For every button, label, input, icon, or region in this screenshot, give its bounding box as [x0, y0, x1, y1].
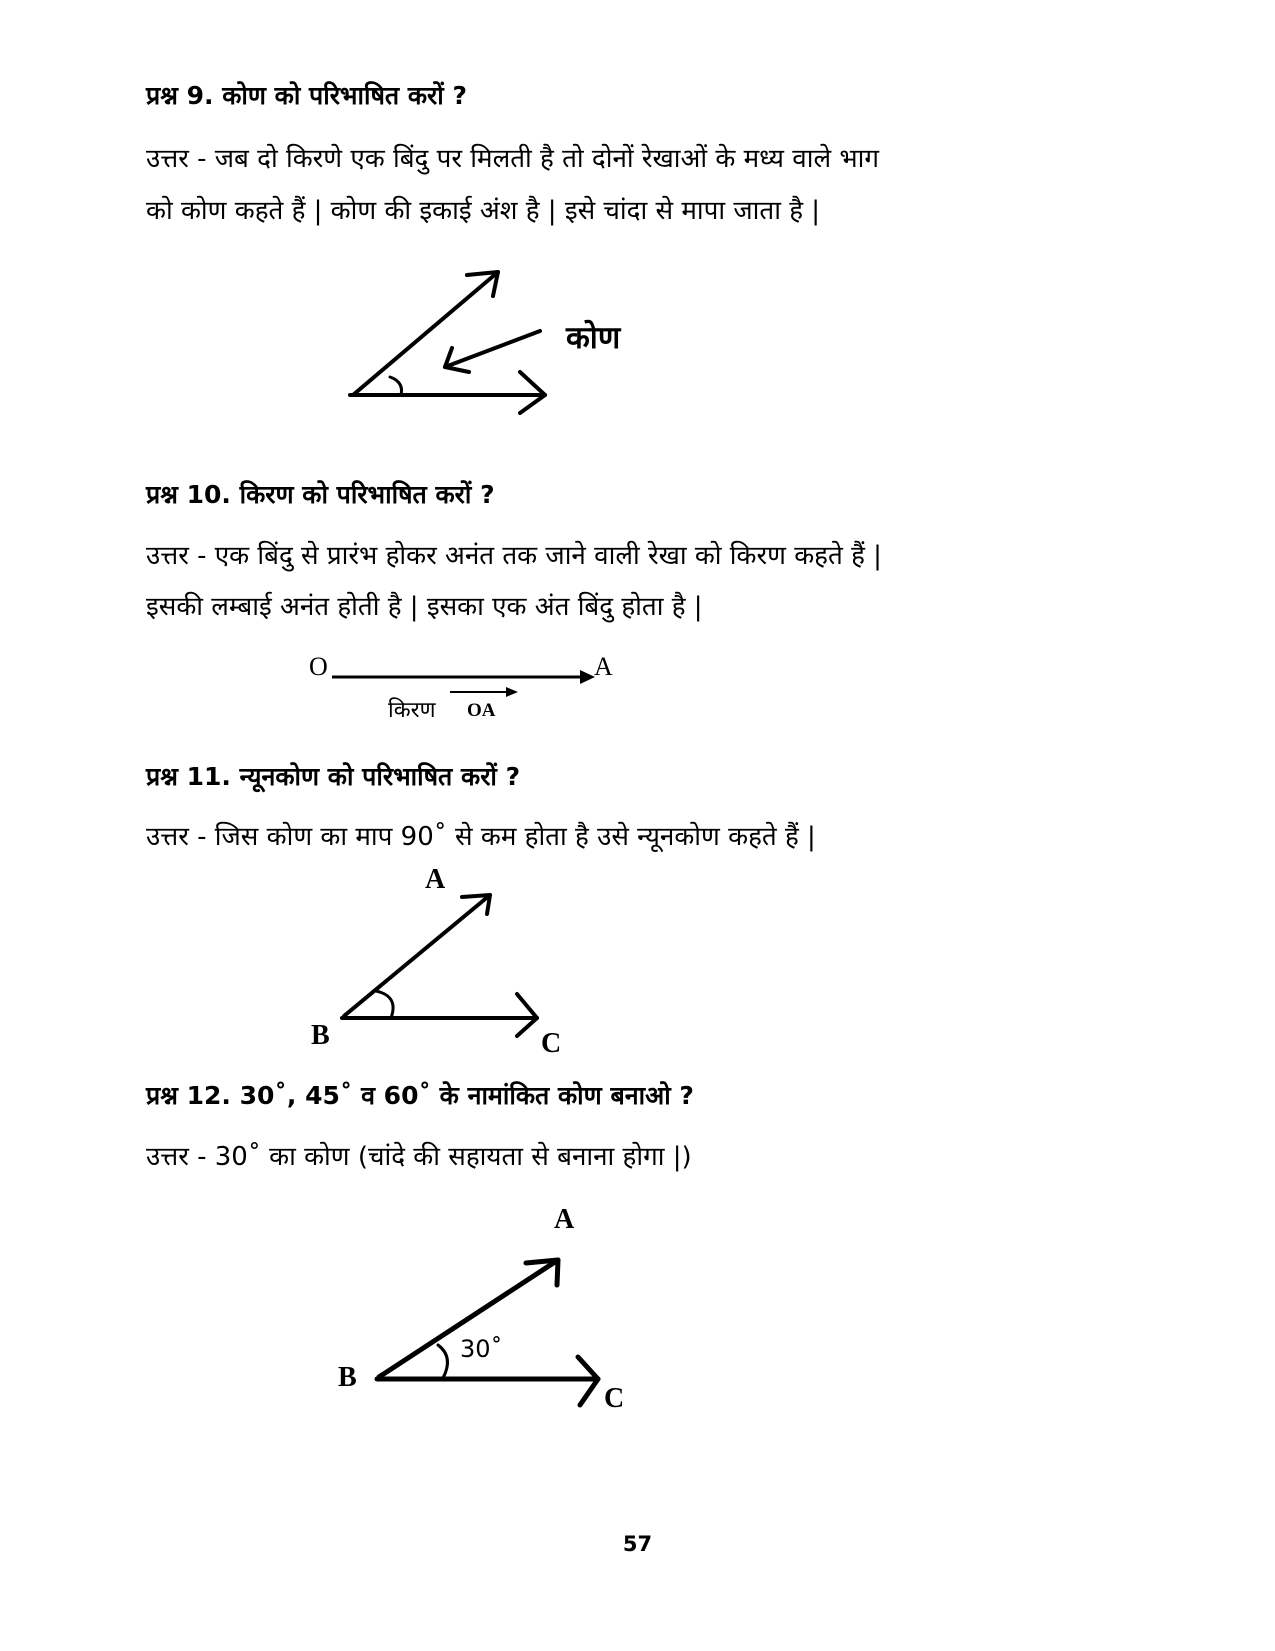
acute-vertex-c: C	[541, 1028, 562, 1059]
page-number: 57	[622, 1532, 653, 1556]
question-9: प्रश्न 9. कोण को परिभाषित करों ?	[146, 81, 467, 110]
question-11: प्रश्न 11. न्यूनकोण को परिभाषित करों ?	[146, 762, 521, 791]
question-12: प्रश्न 12. 30˚, 45˚ व 60˚ के नामांकित कोण बनाओ ?	[146, 1081, 694, 1110]
answer-11-line-1: उत्तर - जिस कोण का माप 90˚ से कम होता है उसे न्यूनकोण कहते हैं |	[146, 822, 816, 852]
angle-label: कोण	[566, 320, 621, 356]
ray-notation: OA	[467, 700, 496, 721]
answer-9-line-2: को कोण कहते हैं | कोण की इकाई अंश है | इसे चांदा से मापा जाता है |	[146, 196, 821, 226]
answer-10-line-1: उत्तर - एक बिंदु से प्रारंभ होकर अनंत तक जाने वाली रेखा को किरण कहते हैं |	[146, 541, 882, 571]
acute-vertex-a: A	[425, 864, 446, 895]
answer-9-line-1: उत्तर - जब दो किरणे एक बिंदु पर मिलती है तो दोनों रेखाओं के मध्य वाले भाग	[146, 144, 879, 174]
answer-12-line-1: उत्तर - 30˚ का कोण (चांदे की सहायता से बनाना होगा |)	[146, 1142, 692, 1172]
angle30-vertex-c: C	[604, 1383, 625, 1414]
angle30-vertex-a: A	[554, 1204, 575, 1235]
question-10: प्रश्न 10. किरण को परिभाषित करों ?	[146, 480, 495, 509]
ray-end-label: A	[594, 652, 613, 681]
ray-start-label: O	[309, 652, 328, 681]
angle30-vertex-b: B	[338, 1362, 357, 1393]
acute-vertex-b: B	[311, 1020, 330, 1051]
ray-caption: किरण	[388, 698, 436, 723]
answer-10-line-2: इसकी लम्बाई अनंत होती है | इसका एक अंत बिंदु होता है |	[146, 592, 703, 622]
angle30-measure: 30˚	[460, 1335, 503, 1363]
